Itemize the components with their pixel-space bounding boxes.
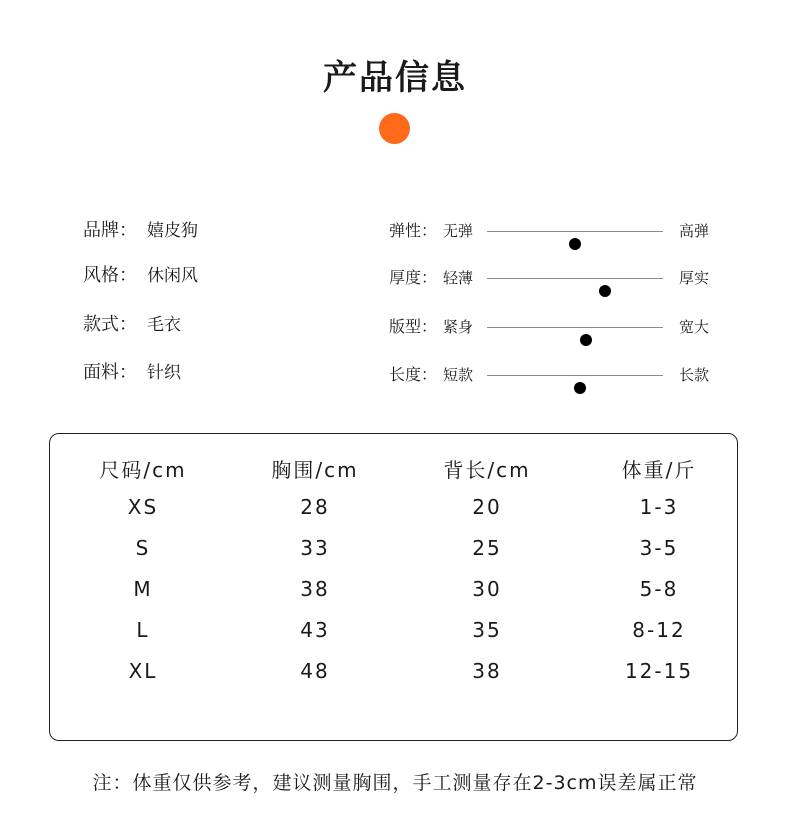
table-cell: 8-12 <box>632 618 686 642</box>
attribute-label: 品牌： <box>83 220 137 241</box>
scale-low-label: 轻薄 <box>443 269 474 287</box>
scale-knob <box>574 382 586 394</box>
table-cell: 30 <box>472 577 502 601</box>
table-cell: S <box>135 536 151 560</box>
scale-thickness <box>389 266 719 290</box>
measurement-note: 注：体重仅供参考，建议测量胸围，手工测量存在2-3cm误差属正常 <box>92 772 698 794</box>
scale-knob <box>569 238 581 250</box>
table-cell: L <box>136 618 150 642</box>
table-cell: 48 <box>300 659 330 683</box>
table-cell: 5-8 <box>639 577 679 601</box>
attribute-type <box>83 313 181 337</box>
table-cell: M <box>133 577 153 601</box>
table-header-cell: 尺码/cm <box>99 458 187 482</box>
attribute-label: 款式： <box>83 314 137 335</box>
scale-elasticity <box>389 219 719 243</box>
scale-label: 长度： <box>389 365 438 384</box>
table-cell: 3-5 <box>639 536 679 560</box>
scale-length <box>389 363 719 387</box>
attribute-label: 风格： <box>83 265 137 286</box>
scale-label: 厚度： <box>389 268 438 287</box>
table-cell: 1-3 <box>639 495 679 519</box>
scale-knob <box>580 334 592 346</box>
table-header-cell: 背长/cm <box>443 458 531 482</box>
scale-track <box>487 278 663 279</box>
table-cell: 28 <box>300 495 330 519</box>
table-cell: 43 <box>300 618 330 642</box>
orange-dot-icon <box>379 113 410 144</box>
attribute-value: 嬉皮狗 <box>147 221 198 241</box>
scale-low-label: 紧身 <box>443 318 474 336</box>
scale-high-label: 厚实 <box>679 269 710 287</box>
table-cell: 38 <box>300 577 330 601</box>
table-cell: 25 <box>472 536 502 560</box>
scale-high-label: 宽大 <box>679 318 710 336</box>
scale-knob <box>599 285 611 297</box>
table-header-cell: 体重/斤 <box>621 458 697 482</box>
scale-label: 版型： <box>389 317 438 336</box>
scale-fit <box>389 315 719 339</box>
table-cell: 38 <box>472 659 502 683</box>
scale-track <box>487 327 663 328</box>
attribute-value: 休闲风 <box>147 266 198 286</box>
table-cell: XS <box>127 495 159 519</box>
scale-high-label: 长款 <box>679 366 710 384</box>
table-cell: 12-15 <box>624 659 694 683</box>
attribute-label: 面料： <box>83 362 137 383</box>
attribute-brand <box>83 219 198 243</box>
size-table <box>49 433 738 741</box>
table-cell: 20 <box>472 495 502 519</box>
table-cell: 35 <box>472 618 502 642</box>
table-header-cell: 胸围/cm <box>271 458 359 482</box>
attribute-value: 毛衣 <box>147 315 181 335</box>
attribute-style <box>83 264 198 288</box>
table-cell: XL <box>128 659 158 683</box>
scale-high-label: 高弹 <box>679 222 710 240</box>
page-title: 产品信息 <box>323 58 467 98</box>
table-cell: 33 <box>300 536 330 560</box>
scale-low-label: 短款 <box>443 366 474 384</box>
scale-track <box>487 231 663 232</box>
scale-track <box>487 375 663 376</box>
attribute-value: 针织 <box>147 363 181 383</box>
scale-low-label: 无弹 <box>443 222 474 240</box>
scale-label: 弹性： <box>389 221 438 240</box>
attribute-fabric <box>83 361 181 385</box>
